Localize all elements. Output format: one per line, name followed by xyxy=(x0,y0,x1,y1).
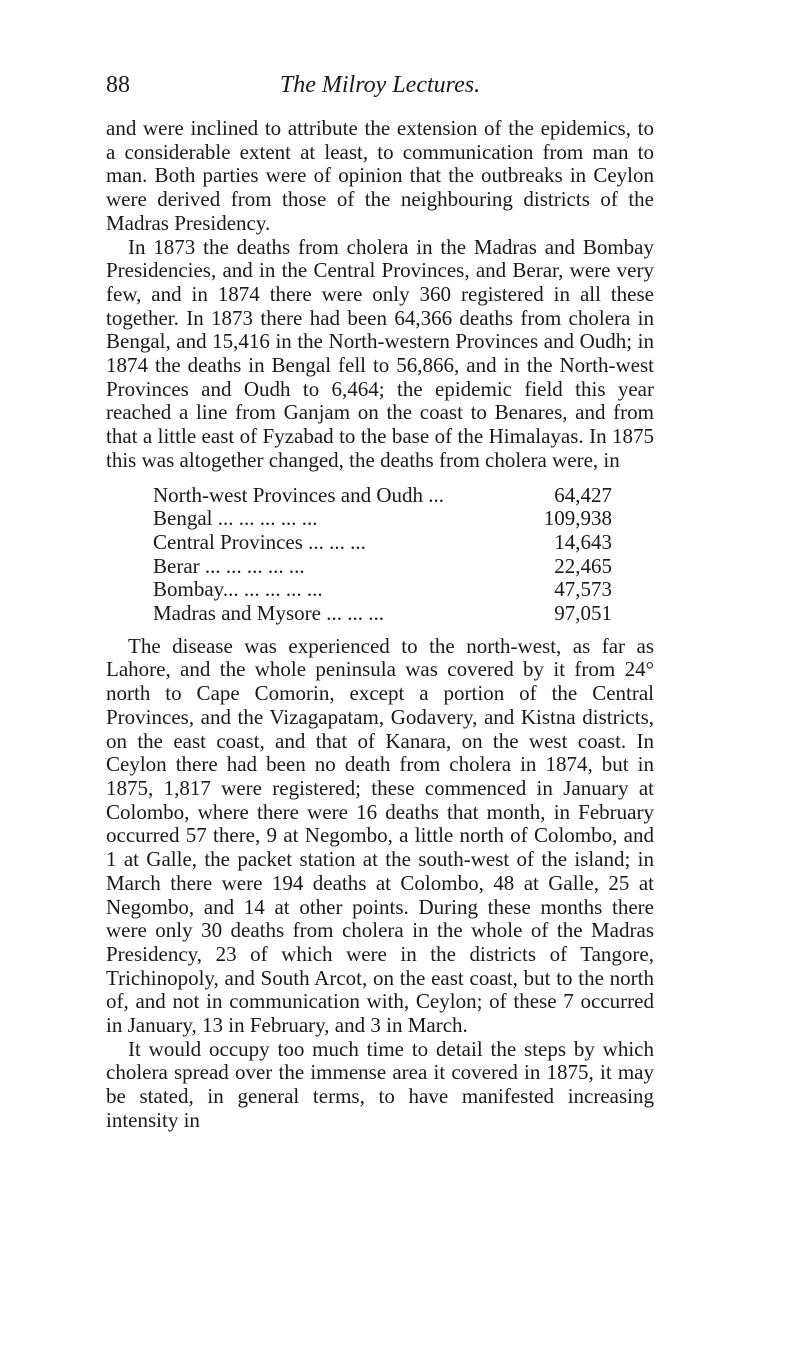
table-row xyxy=(153,555,612,579)
body-text xyxy=(106,117,654,1133)
cholera-deaths-table xyxy=(153,484,612,626)
paragraph: In 1873 the deaths from cholera in the Madras and Bombay Presidencies, and in the Central Provinces, and Berar, were very few, and in 1874 there were only 360 registered in all these together. In 1873 there had been 64,366 deaths from cholera in Bengal, and 15,416 in the North-western Provinces and Oudh; in 1874 the deaths in Bengal fell to 56,866, and in the North-west Provinces and Oudh to 6,464; the epidemic field this year reached a line from Ganjam on the coast to Benares, and from that a little east of Fyzabad to the base of the Himalayas. In 1875 this was altogether changed, the deaths from cholera were, in xyxy=(106,234,654,472)
death-count: 109,938 xyxy=(543,506,612,531)
region-name: Berar xyxy=(153,553,200,578)
paragraph: and were inclined to attribute the extension of the epidemics, to a considerable extent at least, to communication from man to man. Both parties were of opinion that the outbreaks in Ceylon were derived from those of the neighbouring districts of the Madras Presidency. xyxy=(106,116,654,235)
death-count: 14,643 xyxy=(554,529,612,554)
paragraph: The disease was experienced to the north-west, as far as Lahore, and the whole peninsula was covered by it from 24° north to Cape Comorin, except a portion of the Central Provinces, and the Vizagapatam, Godavery, and Kistna districts, on the east coast, and that of Kanara, on the west coast. In Ceylon there had been no death from cholera in 1874, but in 1875, 1,817 were registered; these commenced in January at Colombo, where there were 16 deaths that month, in February occurred 57 there, 9 at Negombo, a little north of Colombo, and 1 at Galle, the packet station at the south-west of the island; in March there were 194 deaths at Colombo, 48 at Galle, 25 at Negombo, and 14 at other points. During these months there were only 30 deaths from cholera in the whole of the Madras Presidency, 23 of which were in the districts of Tangore, Trichinopoly, and South Arcot, on the east coast, but to the north of, and not in communication with, Ceylon; of these 7 occurred in January, 13 in February, and 3 in March. xyxy=(106,633,654,1038)
table-row xyxy=(153,507,612,531)
table-row xyxy=(153,602,612,626)
region-name: Central Provinces xyxy=(153,529,303,554)
dot-leaders: ... ... ... ... ... xyxy=(212,506,318,531)
region-name: Bengal xyxy=(153,506,213,531)
dot-leaders: ... xyxy=(423,482,445,507)
death-count: 47,573 xyxy=(554,577,612,602)
dot-leaders: ... ... ... ... ... xyxy=(222,577,323,602)
region-name: North-west Provinces and Oudh xyxy=(153,482,424,507)
region-name: Bombay xyxy=(153,577,223,602)
table-row xyxy=(153,531,612,555)
dot-leaders: ... ... ... xyxy=(320,601,384,626)
paragraph: It would occupy too much time to detail the steps by which cholera spread over the immense area it covered in 1875, it may be stated, in general terms, to have manifested increasing intensity in xyxy=(106,1036,654,1132)
death-count: 22,465 xyxy=(554,553,612,578)
dot-leaders: ... ... ... xyxy=(302,529,366,554)
table-row xyxy=(153,578,612,602)
region-name: Madras and Mysore xyxy=(153,601,321,626)
dot-leaders: ... ... ... ... ... xyxy=(199,553,305,578)
death-count: 64,427 xyxy=(554,482,612,507)
death-count: 97,051 xyxy=(554,601,612,626)
table-row xyxy=(153,484,612,508)
page-header xyxy=(106,72,654,108)
page-number: 88 xyxy=(106,72,130,98)
running-title: The Milroy Lectures. xyxy=(279,72,481,98)
